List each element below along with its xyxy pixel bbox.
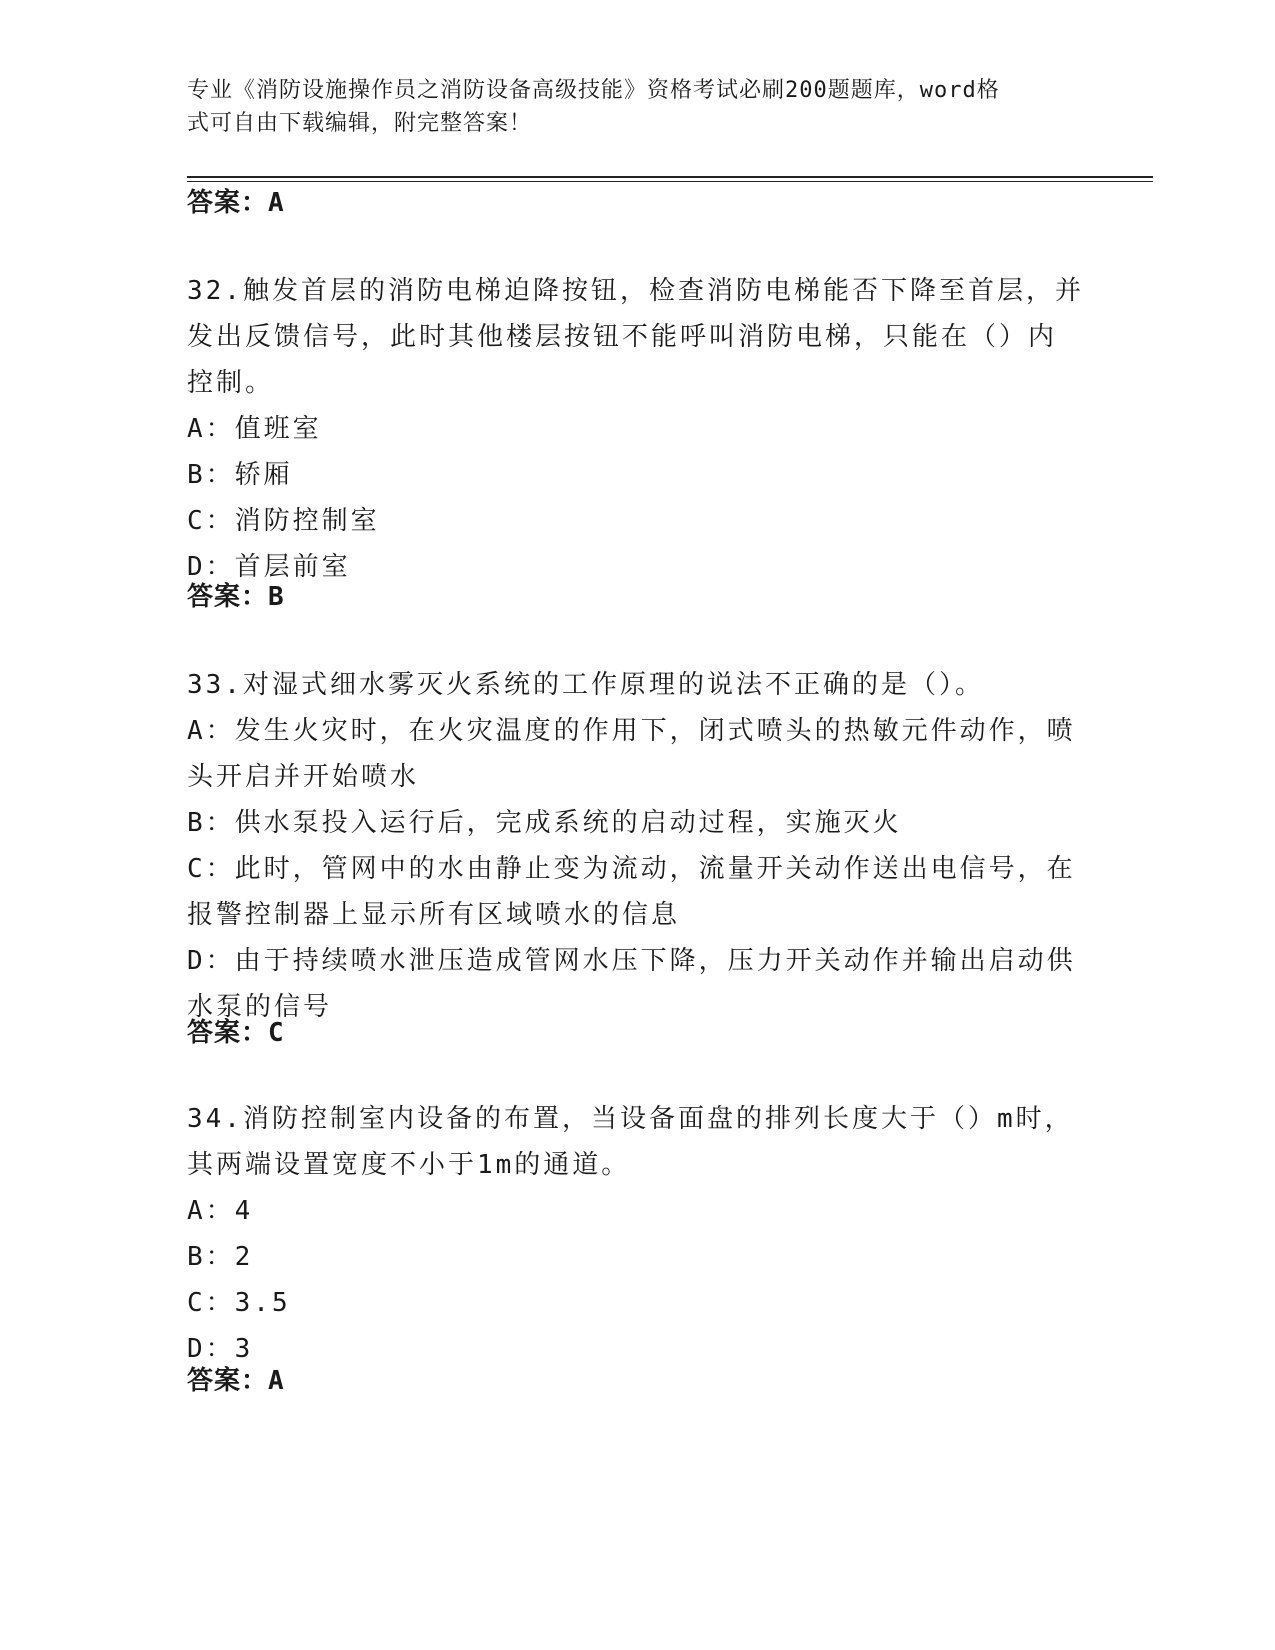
question-34 xyxy=(187,1096,1087,1372)
question-33 xyxy=(187,662,1087,1030)
question-33-option-a-line-1: A：发生火灾时，在火灾温度的作用下，闭式喷头的热敏元件动作，喷 xyxy=(187,716,1076,746)
header-divider-thick xyxy=(187,176,1153,178)
question-33-stem-line-1: 33.对湿式细水雾灭火系统的工作原理的说法不正确的是（）。 xyxy=(187,670,984,700)
question-34-stem-line-1: 34.消防控制室内设备的布置，当设备面盘的排列长度大于（）m时， xyxy=(187,1104,1074,1134)
answer-previous: 答案：A xyxy=(187,188,285,218)
question-32-option-b: B：轿厢 xyxy=(187,460,293,490)
question-34-stem-line-2: 其两端设置宽度不小于1m的通道。 xyxy=(187,1150,631,1180)
question-34-option-d: D：3 xyxy=(187,1334,254,1364)
question-32 xyxy=(187,268,1087,590)
question-33-option-b: B：供水泵投入运行后，完成系统的启动过程，实施灭火 xyxy=(187,808,902,838)
question-32-stem-line-2: 发出反馈信号，此时其他楼层按钮不能呼叫消防电梯，只能在（）内 xyxy=(187,322,1058,352)
question-33-option-c-line-2: 报警控制器上显示所有区域喷水的信息 xyxy=(187,900,681,930)
question-34-option-c: C：3.5 xyxy=(187,1288,291,1318)
question-33-answer: 答案：C xyxy=(187,1018,285,1048)
question-32-answer: 答案：B xyxy=(187,582,285,612)
question-32-stem-line-3: 控制。 xyxy=(187,368,275,398)
question-32-option-a: A：值班室 xyxy=(187,414,322,444)
header-divider-thin xyxy=(187,181,1153,182)
question-34-option-b: B：2 xyxy=(187,1242,254,1272)
question-33-option-d-line-1: D：由于持续喷水泄压造成管网水压下降，压力开关动作并输出启动供 xyxy=(187,946,1076,976)
header-line-1: 专业《消防设施操作员之消防设备高级技能》资格考试必刷200题题库，word格 xyxy=(187,78,1000,103)
question-32-option-d: D：首层前室 xyxy=(187,552,351,582)
document-header xyxy=(187,74,1067,140)
header-line-2: 式可自由下载编辑，附完整答案！ xyxy=(187,111,533,136)
question-33-option-c-line-1: C：此时，管网中的水由静止变为流动，流量开关动作送出电信号，在 xyxy=(187,854,1076,884)
question-33-option-d-line-2: 水泵的信号 xyxy=(187,992,333,1022)
question-34-option-a: A：4 xyxy=(187,1196,254,1226)
question-32-option-c: C：消防控制室 xyxy=(187,506,380,536)
question-33-option-a-line-2: 头开启并开始喷水 xyxy=(187,762,420,792)
question-34-answer: 答案：A xyxy=(187,1366,285,1396)
question-32-stem-line-1: 32.触发首层的消防电梯迫降按钮，检查消防电梯能否下降至首层，并 xyxy=(187,276,1084,306)
